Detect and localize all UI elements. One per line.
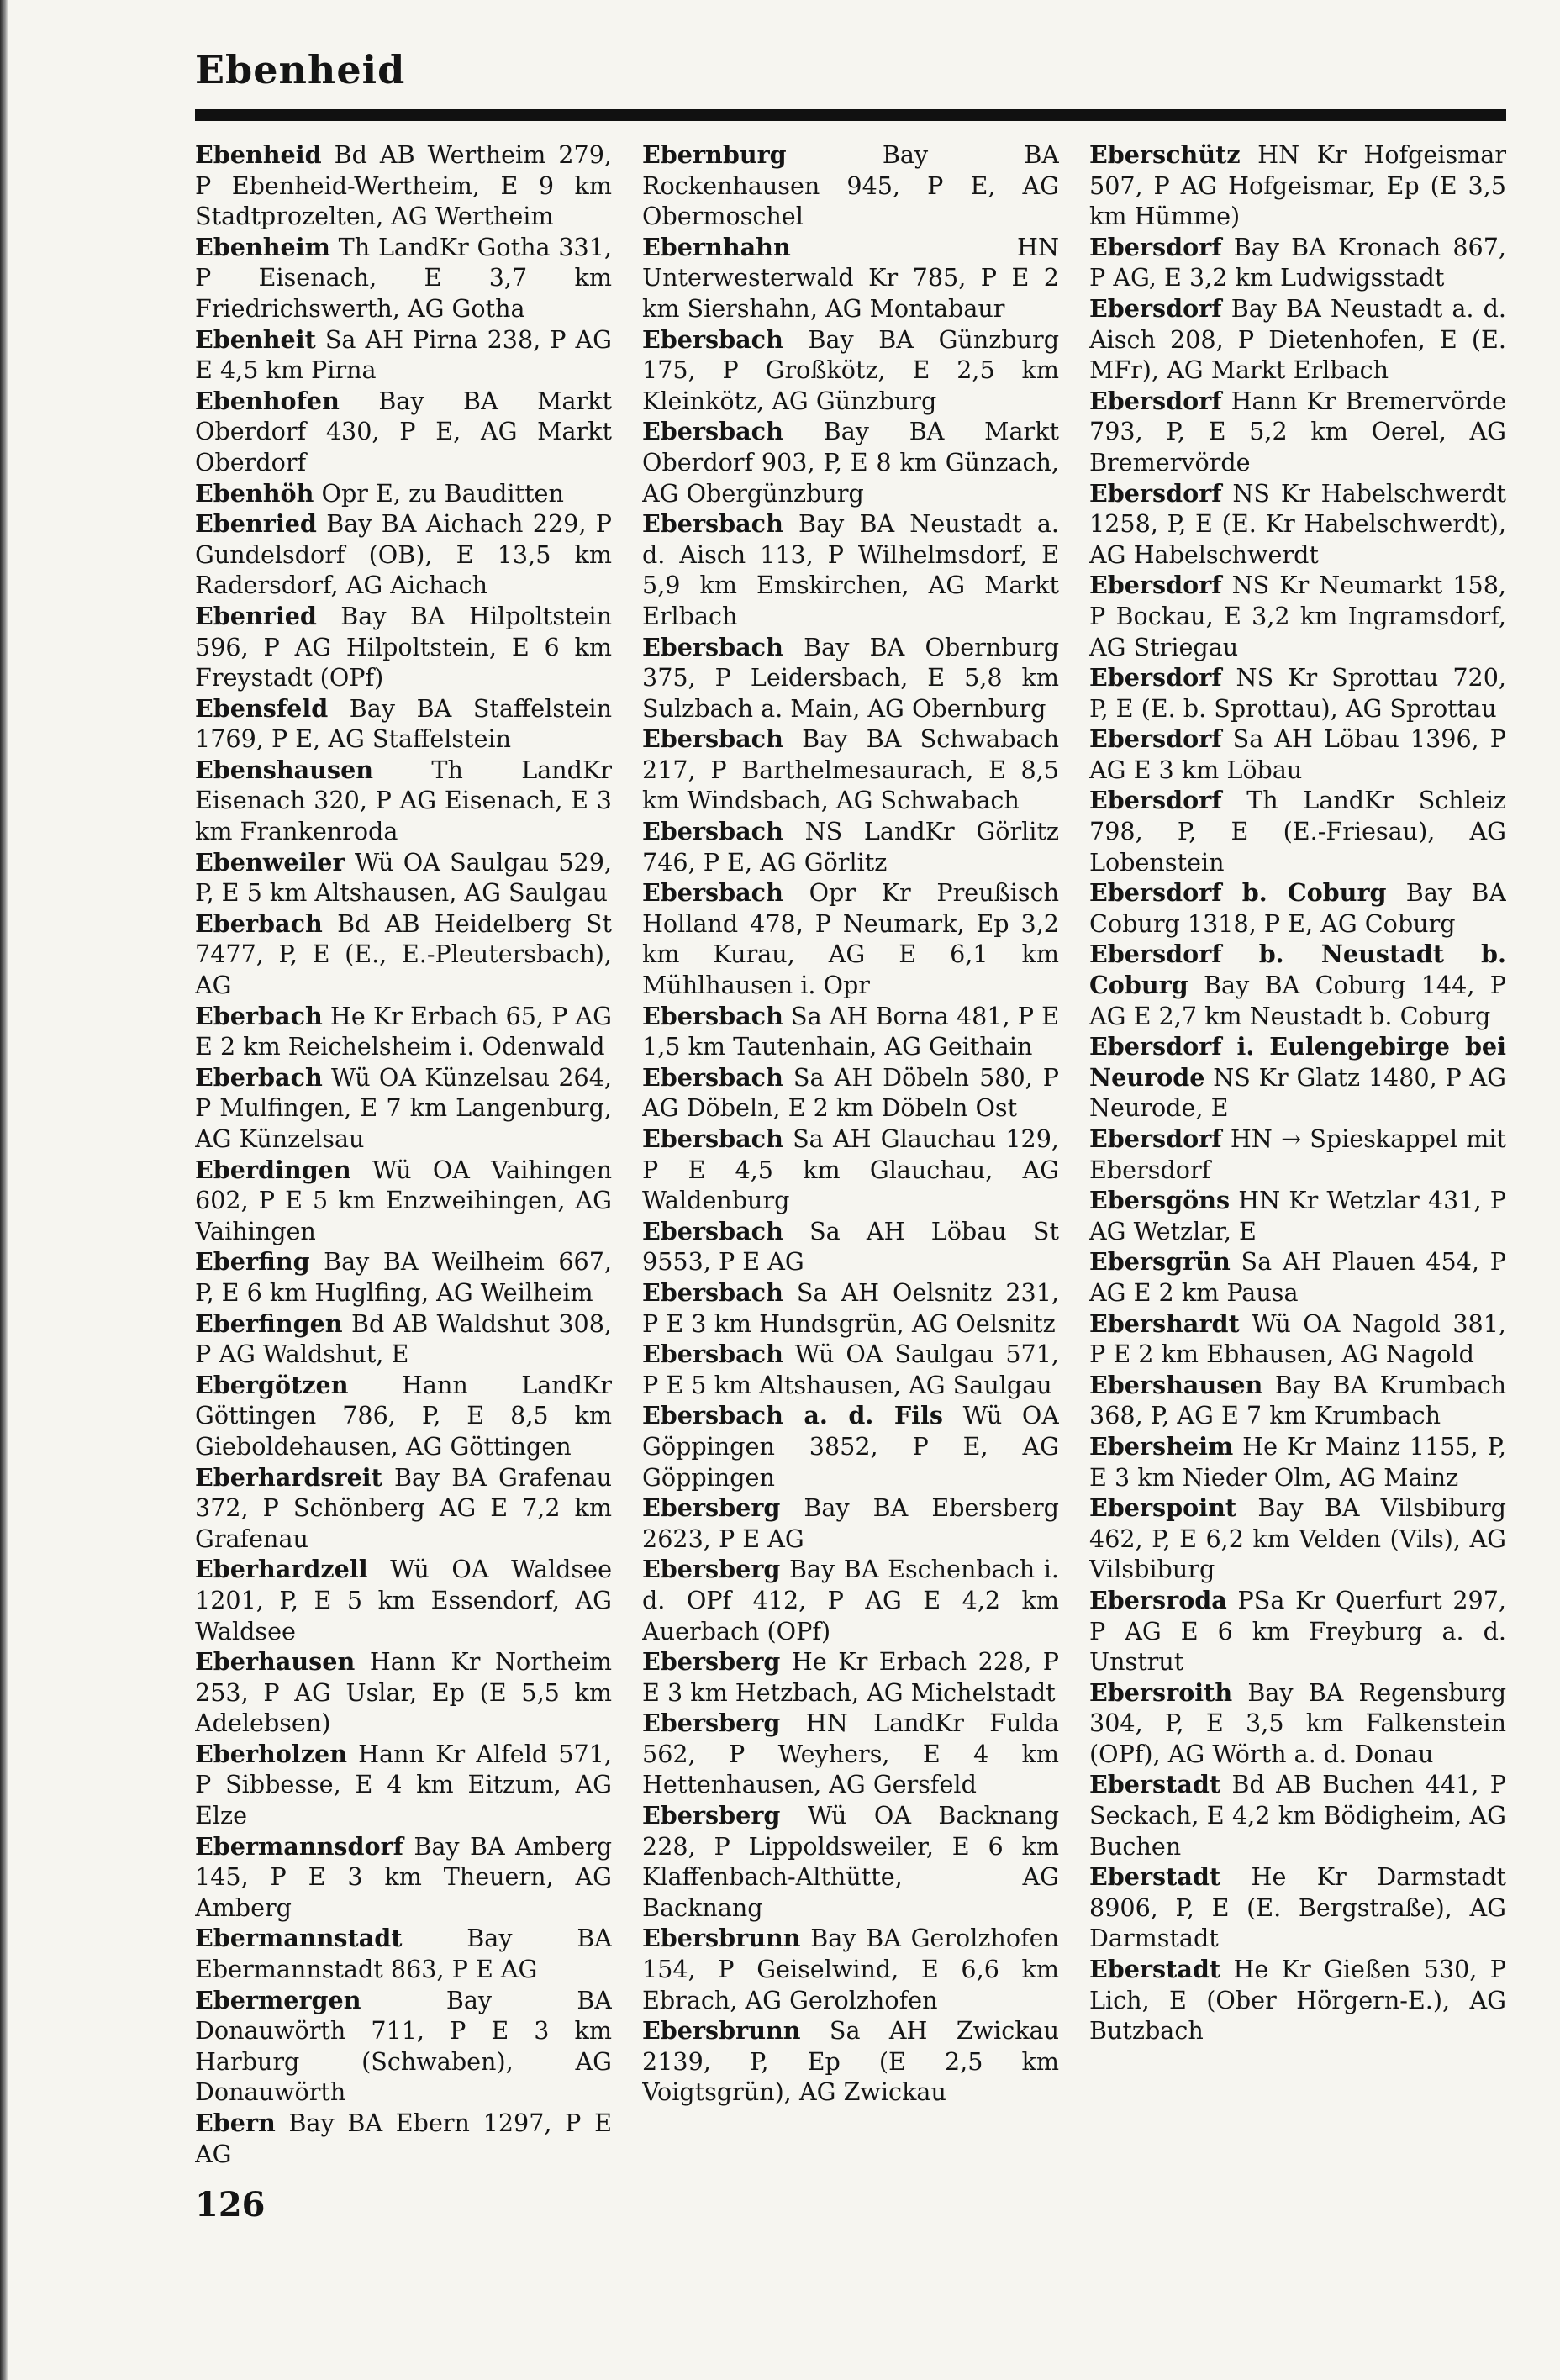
running-head: Ebenheid [195,47,406,92]
column-right [1089,140,1506,2182]
entry-details: NS Kr Neumarkt 158, P Bockau, E 3,2 km Ingramsdorf, AG Striegau [1089,571,1506,661]
entry-details: Wü OA Saulgau 571, P E 5 km Altshausen, AG Saulgau [642,1340,1059,1399]
entry-details: Bay BA Günzburg 175, P Großkötz, E 2,5 km Kleinkötz, AG Günzburg [642,324,1059,415]
gazetteer-entry [642,1277,1059,1339]
entry-details: Bay BA Coburg 144, P AG E 2,7 km Neustadt b. Coburg [1089,971,1506,1030]
entry-details: HN Unterwesterwald Kr 785, P E 2 km Siershahn, AG Montabaur [642,232,1059,323]
gazetteer-entry [1089,939,1506,1031]
gazetteer-entry [1089,724,1506,785]
gazetteer-entry [195,847,612,908]
entry-headword: Ebersberg [642,1801,781,1830]
entry-details: Bay BA Gerolzhofen 154, P Geiselwind, E 6,6 km Ebrach, AG Gerolzhofen [642,1924,1059,2014]
gazetteer-entry [642,508,1059,631]
gazetteer-entry [1089,386,1506,478]
entry-headword: Ebersbach [642,724,783,754]
gazetteer-entry [642,1800,1059,1923]
gazetteer-entry [195,1370,612,1462]
entry-headword: Eberspoint [1089,1493,1237,1523]
entry-headword: Ebersdorf [1089,478,1222,508]
gazetteer-entry [1089,662,1506,724]
entry-details: NS LandKr Görlitz 746, P E, AG Görlitz [642,817,1059,877]
gazetteer-entry [642,1493,1059,1554]
entry-details: Bd AB Heidelberg St 7477, P, E (E., E.-Pleutersbach), AG [195,908,612,1000]
entry-headword: Ebenried [195,601,317,630]
entry-details: Hann Kr Bremervörde 793, P, E 5,2 km Oerel, AG Bremervörde [1089,386,1506,477]
entry-details: Wü OA Vaihingen 602, P E 5 km Enzweihingen, AG Vaihingen [195,1155,612,1245]
gazetteer-entry [195,1831,612,1924]
gazetteer-entry [1089,1370,1506,1431]
entry-headword: Ebersgöns [1089,1186,1231,1215]
gazetteer-entry [642,1339,1059,1400]
entry-headword: Ebersdorf [1089,786,1222,815]
entry-details: Bay BA Ebermannstadt 863, P E AG [195,1924,612,1984]
entry-details: Opr Kr Preußisch Holland 478, P Neumark, Ep 3,2 km Kurau, AG E 6,1 km Mühlhausen i. Opr [642,878,1059,1000]
entry-headword: Ebersdorf [1089,571,1222,600]
entry-details: Sa AH Döbeln 580, P AG Döbeln, E 2 km Döbeln Ost [642,1062,1059,1123]
entry-details: Bay BA Staffelstein 1769, P E, AG Staffelstein [195,693,612,754]
gazetteer-entry [195,601,612,693]
gazetteer-entry [195,140,612,232]
gazetteer-entry [642,724,1059,816]
gazetteer-entry [195,1739,612,1831]
entry-details: Bay BA Donauwörth 711, P E 3 km Harburg (Schwaben), AG Donauwörth [195,1985,612,2107]
entry-headword: Ebenheid [195,140,322,169]
gazetteer-entry [195,1646,612,1739]
entry-headword: Ebersbach [642,1277,783,1307]
entry-headword: Ebersroith [1089,1677,1233,1707]
entry-headword: Ebenhofen [195,386,340,415]
gazetteer-entry [642,632,1059,724]
entry-headword: Ebenheit [195,324,316,354]
gazetteer-entry [1089,1677,1506,1770]
entry-headword: Eberfingen [195,1308,343,1338]
entry-details: Bay BA Hilpoltstein 596, P AG Hilpoltstein, E 6 km Freystadt (OPf) [195,601,612,692]
entry-details: Bay BA Kronach 867, P AG, E 3,2 km Ludwigsstadt [1089,232,1506,292]
entry-headword: Ebersbach [642,1001,783,1030]
entry-details: Bay BA Aichach 229, P Gundelsdorf (OB), E 13,5 km Radersdorf, AG Aichach [195,509,612,600]
entry-details: Bay BA Eschenbach i. d. OPf 412, P AG E 4,2 km Auerbach (OPf) [642,1555,1059,1645]
entry-headword: Ebersbach [642,1062,783,1092]
gazetteer-entry [195,1462,612,1555]
entry-details: Wü OA Backnang 228, P Lippoldsweiler, E 6 km Klaffenbach-Althütte, AG Backnang [642,1801,1059,1922]
entry-details: Bay BA Vilsbiburg 462, P, E 6,2 km Velden (Vils), AG Vilsbiburg [1089,1493,1506,1584]
gazetteer-entry [195,1155,612,1247]
gazetteer-entry [642,140,1059,232]
entry-details: Th LandKr Eisenach 320, P AG Eisenach, E 3 km Frankenroda [195,755,612,846]
entry-details: Bay BA Weilheim 667, P, E 6 km Huglfing, AG Weilheim [195,1247,612,1307]
entry-headword: Eberbach [195,1062,323,1092]
gazetteer-entry [195,1246,612,1308]
entry-details: Bay BA Markt Oberdorf 903, P, E 8 km Günzach, AG Obergünzburg [642,417,1059,508]
entry-headword: Ebersroda [1089,1585,1227,1614]
entry-headword: Ebersbach [642,1124,783,1153]
gazetteer-entry [642,1554,1059,1646]
gazetteer-entry [1089,478,1506,571]
gazetteer-entry [195,1308,612,1370]
entry-details: Wü OA Nagold 381, P E 2 km Ebhausen, AG Nagold [1089,1308,1506,1369]
entry-headword: Ebergötzen [195,1370,349,1399]
entry-headword: Ebersdorf [1089,724,1222,754]
entry-details: Bay BA Rockenhausen 945, P E, AG Obermoschel [642,140,1059,231]
entry-headword: Ebersbach [642,324,783,354]
entry-headword: Ebersbach [642,509,783,539]
gazetteer-entry [1089,1185,1506,1246]
entry-details: Bay BA Coburg 1318, P E, AG Coburg [1089,878,1506,938]
entry-headword: Ebermannsdorf [195,1831,403,1861]
entry-details: He Kr Mainz 1155, P, E 3 km Nieder Olm, AG Mainz [1089,1431,1506,1492]
entry-details: He Kr Erbach 228, P E 3 km Hetzbach, AG Michelstadt [642,1647,1059,1707]
entry-headword: Ebersdorf b. Neustadt b. Coburg [1089,940,1506,1000]
entry-details: PSa Kr Querfurt 297, P AG E 6 km Freyburg a. d. Unstrut [1089,1585,1506,1677]
entry-headword: Ebersbach a. d. Fils [642,1401,943,1430]
entry-headword: Ebersdorf [1089,663,1222,692]
gazetteer-entry [642,324,1059,417]
entry-headword: Ebern [195,2109,276,2137]
entry-details: Sa AH Glauchau 129, P E 4,5 km Glauchau, AG Waldenburg [642,1124,1059,1215]
entry-details: Sa AH Plauen 454, P AG E 2 km Pausa [1089,1247,1506,1307]
entry-headword: Ebersdorf [1089,293,1222,323]
entry-details: Bay BA Grafenau 372, P Schönberg AG E 7,2 km Grafenau [195,1462,612,1553]
entry-details: Bay BA Regensburg 304, P, E 3,5 km Falkenstein (OPf), AG Wörth a. d. Donau [1089,1677,1506,1768]
entry-details: HN LandKr Fulda 562, P Weyhers, E 4 km Hettenhausen, AG Gersfeld [642,1709,1059,1799]
entry-details: Sa AH Zwickau 2139, P, Ep (E 2,5 km Voigtsgrün), AG Zwickau [642,2016,1059,2107]
gazetteer-entry [642,1062,1059,1124]
entry-headword: Ebersdorf i. Eulengebirge bei Neurode [1089,1032,1506,1092]
gazetteer-entry [1089,877,1506,939]
entry-headword: Eberhardzell [195,1555,368,1584]
gazetteer-entry [1089,785,1506,877]
entry-headword: Ebersberg [642,1709,781,1738]
gazetteer-entry [1089,1031,1506,1124]
entry-columns [195,140,1506,2182]
entry-details: Hann Kr Alfeld 571, P Sibbesse, E 4 km Eitzum, AG Elze [195,1739,612,1830]
entry-headword: Ebersdorf b. Coburg [1089,878,1387,908]
gazetteer-entry [1089,570,1506,662]
entry-headword: Eberstadt [1089,1862,1221,1892]
gazetteer-entry [195,755,612,847]
gazetteer-entry [195,2108,612,2169]
entry-headword: Ebernburg [642,140,787,169]
entry-details: He Kr Gießen 530, P Lich, E (Ober Hörgern-E.), AG Butzbach [1089,1955,1506,2046]
entry-headword: Ebersbach [642,417,783,446]
page-number: 126 [195,2185,266,2225]
entry-headword: Eberbach [195,908,323,938]
gazetteer-entry [642,1124,1059,1216]
entry-headword: Ebermergen [195,1985,361,2014]
gazetteer-entry [1089,1493,1506,1585]
entry-headword: Ebersdorf [1089,232,1222,261]
entry-headword: Ebersberg [642,1647,781,1677]
gazetteer-entry [1089,293,1506,386]
gazetteer-entry [642,1708,1059,1800]
entry-headword: Ebersgrün [1089,1247,1231,1277]
gazetteer-entry [195,508,612,601]
entry-details: Th LandKr Schleiz 798, P, E (E.-Friesau), AG Lobenstein [1089,786,1506,877]
page-edge-shadow [0,0,8,2380]
entry-headword: Eberhardsreit [195,1462,382,1492]
entry-headword: Eberschütz [1089,140,1241,169]
entry-headword: Ebenhöh [195,478,314,508]
entry-details: Bay BA Amberg 145, P E 3 km Theuern, AG Amberg [195,1831,612,1922]
entry-details: Sa AH Pirna 238, P AG E 4,5 km Pirna [195,324,612,385]
entry-headword: Ebersbrunn [642,2016,801,2046]
entry-details: Bay BA Krumbach 368, P, AG E 7 km Krumbach [1089,1370,1506,1430]
entry-headword: Eberdingen [195,1155,351,1184]
gazetteer-entry [195,386,612,478]
entry-details: NS Kr Glatz 1480, P AG Neurode, E [1089,1062,1506,1123]
entry-details: He Kr Erbach 65, P AG E 2 km Reichelsheim i. Odenwald [195,1001,612,1061]
entry-headword: Ebersbach [642,1216,783,1245]
entry-details: NS Kr Habelschwerdt 1258, P, E (E. Kr Habelschwerdt), AG Habelschwerdt [1089,478,1506,569]
entry-details: Wü OA Künzelsau 264, P Mulfingen, E 7 km Langenburg, AG Künzelsau [195,1062,612,1153]
gazetteer-entry [642,232,1059,324]
entry-details: Hann LandKr Göttingen 786, P, E 8,5 km Gieboldehausen, AG Göttingen [195,1370,612,1461]
gazetteer-entry [195,1062,612,1155]
gazetteer-entry [642,1216,1059,1277]
gazetteer-entry [642,2015,1059,2108]
entry-details: Bay BA Neustadt a. d. Aisch 113, P Wilhelmsdorf, E 5,9 km Emskirchen, AG Markt Erlbach [642,509,1059,630]
entry-headword: Ebenshausen [195,755,374,784]
entry-details: HN Kr Wetzlar 431, P AG Wetzlar, E [1089,1186,1506,1245]
entry-headword: Ebenheim [195,232,330,261]
entry-headword: Ebersdorf [1089,386,1222,415]
entry-details: Bay BA Obernburg 375, P Leidersbach, E 5,8 km Sulzbach a. Main, AG Obernburg [642,632,1059,723]
entry-headword: Ebermannstadt [195,1924,403,1953]
gazetteer-entry [195,232,612,324]
header-rule [195,109,1506,121]
gazetteer-entry [642,1400,1059,1493]
entry-headword: Ebersbach [642,817,783,846]
gazetteer-entry [642,1001,1059,1062]
gazetteer-entry [1089,1431,1506,1493]
gazetteer-entry [1089,1769,1506,1861]
entry-headword: Ebershausen [1089,1370,1263,1399]
entry-details: HN Kr Hofgeismar 507, P AG Hofgeismar, Ep (E 3,5 km Hümme) [1089,140,1506,231]
entry-details: Bay BA Ebern 1297, P E AG [195,2109,612,2168]
entry-headword: Eberfing [195,1247,310,1277]
gazetteer-entry [1089,140,1506,232]
entry-details: Bay BA Neustadt a. d. Aisch 208, P Dietenhofen, E (E. MFr), AG Markt Erlbach [1089,293,1506,385]
gazetteer-entry [1089,1585,1506,1677]
entry-headword: Ebersheim [1089,1431,1234,1461]
entry-details: Bay BA Ebersberg 2623, P E AG [642,1493,1059,1553]
gazetteer-entry [1089,1308,1506,1370]
gazetteer-entry [642,816,1059,877]
entry-details: Th LandKr Gotha 331, P Eisenach, E 3,7 km Friedrichswerth, AG Gotha [195,232,612,323]
gazetteer-entry [195,693,612,755]
gazetteer-entry [195,1985,612,2108]
entry-headword: Ebersbrunn [642,1924,801,1953]
gazetteer-entry [1089,1954,1506,2046]
gazetteer-entry [195,1001,612,1062]
gazetteer-entry [642,1646,1059,1708]
entry-details: Hann Kr Northeim 253, P AG Uslar, Ep (E 5,5 km Adelebsen) [195,1647,612,1738]
column-left [195,140,612,2182]
entry-details: Wü OA Saulgau 529, P, E 5 km Altshausen, AG Saulgau [195,847,612,908]
entry-details: Wü OA Göppingen 3852, P E, AG Göppingen [642,1401,1059,1492]
gazetteer-entry [195,478,612,509]
entry-details: Bay BA Schwabach 217, P Barthelmesaurach, E 8,5 km Windsbach, AG Schwabach [642,724,1059,815]
entry-details: Sa AH Löbau 1396, P AG E 3 km Löbau [1089,724,1506,784]
gazetteer-entry [195,908,612,1001]
entry-details: Bd AB Wertheim 279, P Ebenheid-Wertheim, E 9 km Stadtprozelten, AG Wertheim [195,140,612,231]
entry-details: NS Kr Sprottau 720, P, E (E. b. Sprottau), AG Sprottau [1089,663,1506,723]
entry-headword: Ebenweiler [195,847,345,877]
entry-headword: Ebersbach [642,632,783,661]
entry-headword: Ebenried [195,509,317,539]
entry-headword: Ebersberg [642,1493,781,1523]
column-middle [642,140,1059,2182]
entry-headword: Eberstadt [1089,1955,1221,1984]
entry-details: Bay BA Markt Oberdorf 430, P E, AG Markt Oberdorf [195,386,612,477]
gazetteer-entry [642,877,1059,1000]
gazetteer-entry [642,416,1059,508]
gazetteer-entry [642,1923,1059,2015]
gazetteer-entry [195,324,612,386]
entry-headword: Eberholzen [195,1739,347,1768]
entry-headword: Eberbach [195,1001,323,1030]
entry-headword: Ebershardt [1089,1308,1240,1338]
entry-details: Sa AH Oelsnitz 231, P E 3 km Hundsgrün, AG Oelsnitz [642,1277,1059,1338]
entry-details: Sa AH Borna 481, P E 1,5 km Tautenhain, AG Geithain [642,1001,1059,1061]
entry-details: Bd AB Waldshut 308, P AG Waldshut, E [195,1308,612,1369]
entry-details: HN → Spieskappel mit Ebersdorf [1089,1124,1506,1184]
gazetteer-entry [1089,1246,1506,1308]
entry-headword: Ebernhahn [642,232,791,261]
entry-details: He Kr Darmstadt 8906, P, E (E. Bergstraße), AG Darmstadt [1089,1862,1506,1953]
entry-headword: Eberhausen [195,1647,356,1677]
entry-details: Bd AB Buchen 441, P Seckach, E 4,2 km Bödigheim, AG Buchen [1089,1770,1506,1861]
gazetteer-entry [1089,232,1506,293]
entry-headword: Ebersbach [642,1340,783,1369]
entry-headword: Ebersdorf [1089,1124,1222,1153]
gazetteer-entry [1089,1861,1506,1954]
entry-headword: Eberstadt [1089,1770,1221,1799]
entry-headword: Ebersbach [642,878,783,908]
gazetteer-entry [1089,1124,1506,1185]
entry-details: Opr E, zu Bauditten [314,478,564,508]
entry-headword: Ebensfeld [195,693,329,723]
gazetteer-entry [195,1554,612,1646]
entry-details: Wü OA Waldsee 1201, P, E 5 km Essendorf, AG Waldsee [195,1555,612,1645]
gazetteer-entry [195,1923,612,1984]
entry-headword: Ebersberg [642,1555,781,1584]
entry-details: Sa AH Löbau St 9553, P E AG [642,1216,1059,1277]
